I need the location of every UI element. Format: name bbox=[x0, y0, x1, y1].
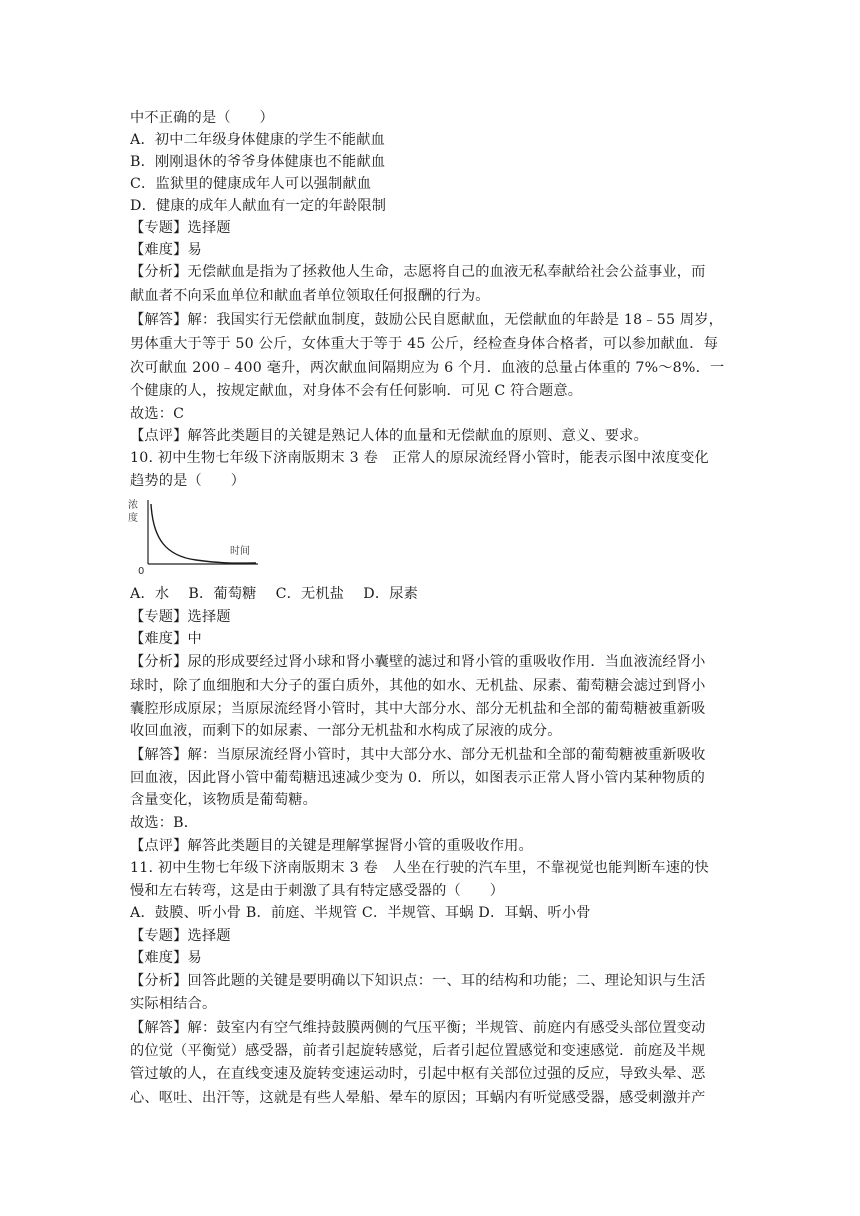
text-line: 中不正确的是（ ） bbox=[130, 110, 274, 126]
text-line: 【分析】回答此题的关键是要明确以下知识点：一、耳的结构和功能；二、理论知识与生活 bbox=[130, 973, 706, 989]
text-line: 慢和左右转弯，这是由于刺激了具有特定感受器的（ ） bbox=[130, 883, 505, 899]
text-line: 【点评】解答此类题目的关键是熟记人体的血量和无偿献血的原则、意义、要求。 bbox=[130, 428, 648, 444]
text-line: 献血者不向采血单位和献血者单位领取任何报酬的行为。 bbox=[130, 288, 490, 304]
text-line: 收回血液，而剩下的如尿素、一部分无机盐和水构成了尿液的成分。 bbox=[130, 723, 562, 739]
concentration-time-graph bbox=[126, 494, 266, 576]
text-line: A．初中二年级身体健康的学生不能献血 bbox=[130, 132, 386, 148]
text-line: 【解答】解：当原尿流经肾小管时，其中大部分水、部分无机盐和全部的葡萄糖被重新吸收 bbox=[130, 747, 706, 763]
text-line: B．刚刚退休的爷爷身体健康也不能献血 bbox=[130, 154, 386, 170]
text-line: 10. 初中生物七年级下济南版期末 3 卷 正常人的原尿流经肾小管时，能表示图中浓度变化 bbox=[130, 450, 709, 466]
text-line: 【专题】选择题 bbox=[130, 220, 231, 236]
text-line: 11. 初中生物七年级下济南版期末 3 卷 人坐在行驶的汽车里，不靠视觉也能判断车速的快 bbox=[130, 860, 709, 876]
text-line: 心、呕吐、出汗等，这就是有些人晕船、晕车的原因；耳蜗内有听觉感受器，感受刺激并产 bbox=[130, 1090, 706, 1106]
text-line: 【难度】中 bbox=[130, 631, 202, 647]
text-line: 【解答】解：我国实行无偿献血制度，鼓励公民自愿献血，无偿献血的年龄是 18﹣55 周岁， bbox=[130, 312, 724, 328]
text-line: 的位觉（平衡觉）感受器，前者引起旋转感觉，后者引起位置感觉和变速感觉．前庭及半规 bbox=[130, 1043, 706, 1059]
text-line: 故选：B． bbox=[130, 815, 199, 831]
text-line: 管过敏的人，在直线变速及旋转变速运动时，引起中枢有关部位过强的反应，导致头晕、恶 bbox=[130, 1066, 706, 1082]
text-line: 趋势的是（ ） bbox=[130, 473, 246, 489]
origin-label: 0 bbox=[138, 566, 145, 576]
text-line: 【解答】解：鼓室内有空气维持鼓膜两侧的气压平衡；半规管、前庭内有感受头部位置变动 bbox=[130, 1020, 706, 1036]
text-line: A．鼓膜、听小骨 B．前庭、半规管 C．半规管、耳蜗 D．耳蜗、听小骨 bbox=[130, 905, 591, 921]
text-line: 【点评】解答此类题目的关键是理解掌握肾小管的重吸收作用。 bbox=[130, 838, 533, 854]
text-line: 次可献血 200﹣400 毫升，两次献血间隔期应为 6 个月．血液的总量占体重的 7%～8%．一 bbox=[130, 360, 725, 376]
y-axis-label-line1: 浓 bbox=[128, 500, 138, 511]
text-line: A．水 B．葡萄糖 C．无机盐 D．尿素 bbox=[130, 586, 419, 602]
text-line: D．健康的成年人献血有一定的年龄限制 bbox=[130, 198, 387, 214]
text-line: 囊腔形成原尿；当原尿流经肾小管时，其中大部分水、部分无机盐和全部的葡萄糖被重新吸 bbox=[130, 701, 706, 717]
text-line: 【分析】尿的形成要经过肾小球和肾小囊壁的滤过和肾小管的重吸收作用．当血液流经肾小 bbox=[130, 654, 706, 670]
text-line: 故选：C bbox=[130, 406, 185, 422]
text-line: 【难度】易 bbox=[130, 950, 202, 966]
text-line: 男体重大于等于 50 公斤，女体重大于等于 45 公斤，经检查身体合格者，可以参加献血．每 bbox=[130, 336, 719, 352]
text-line: 个健康的人，按规定献血，对身体不会有任何影响．可见 C 符合题意。 bbox=[130, 383, 583, 399]
text-line: 【专题】选择题 bbox=[130, 928, 231, 944]
text-line: 【难度】易 bbox=[130, 242, 202, 258]
text-line: 球时，除了血细胞和大分子的蛋白质外，其他的如水、无机盐、尿素、葡萄糖会滤过到肾小 bbox=[130, 678, 706, 694]
text-line: 【分析】无偿献血是指为了拯救他人生命，志愿将自己的血液无私奉献给社会公益事业，而 bbox=[130, 264, 706, 280]
text-line: C．监狱里的健康成年人可以强制献血 bbox=[130, 176, 372, 192]
x-axis-label: 时间 bbox=[230, 546, 250, 557]
text-line: 回血液，因此肾小管中葡萄糖迅速减少变为 0．所以，如图表示正常人肾小管内某种物质的 bbox=[130, 770, 706, 786]
text-line: 含量变化，该物质是葡萄糖。 bbox=[130, 792, 318, 808]
text-line: 实际相结合。 bbox=[130, 996, 217, 1012]
y-axis-label-line2: 度 bbox=[128, 513, 138, 524]
text-line: 【专题】选择题 bbox=[130, 609, 231, 625]
